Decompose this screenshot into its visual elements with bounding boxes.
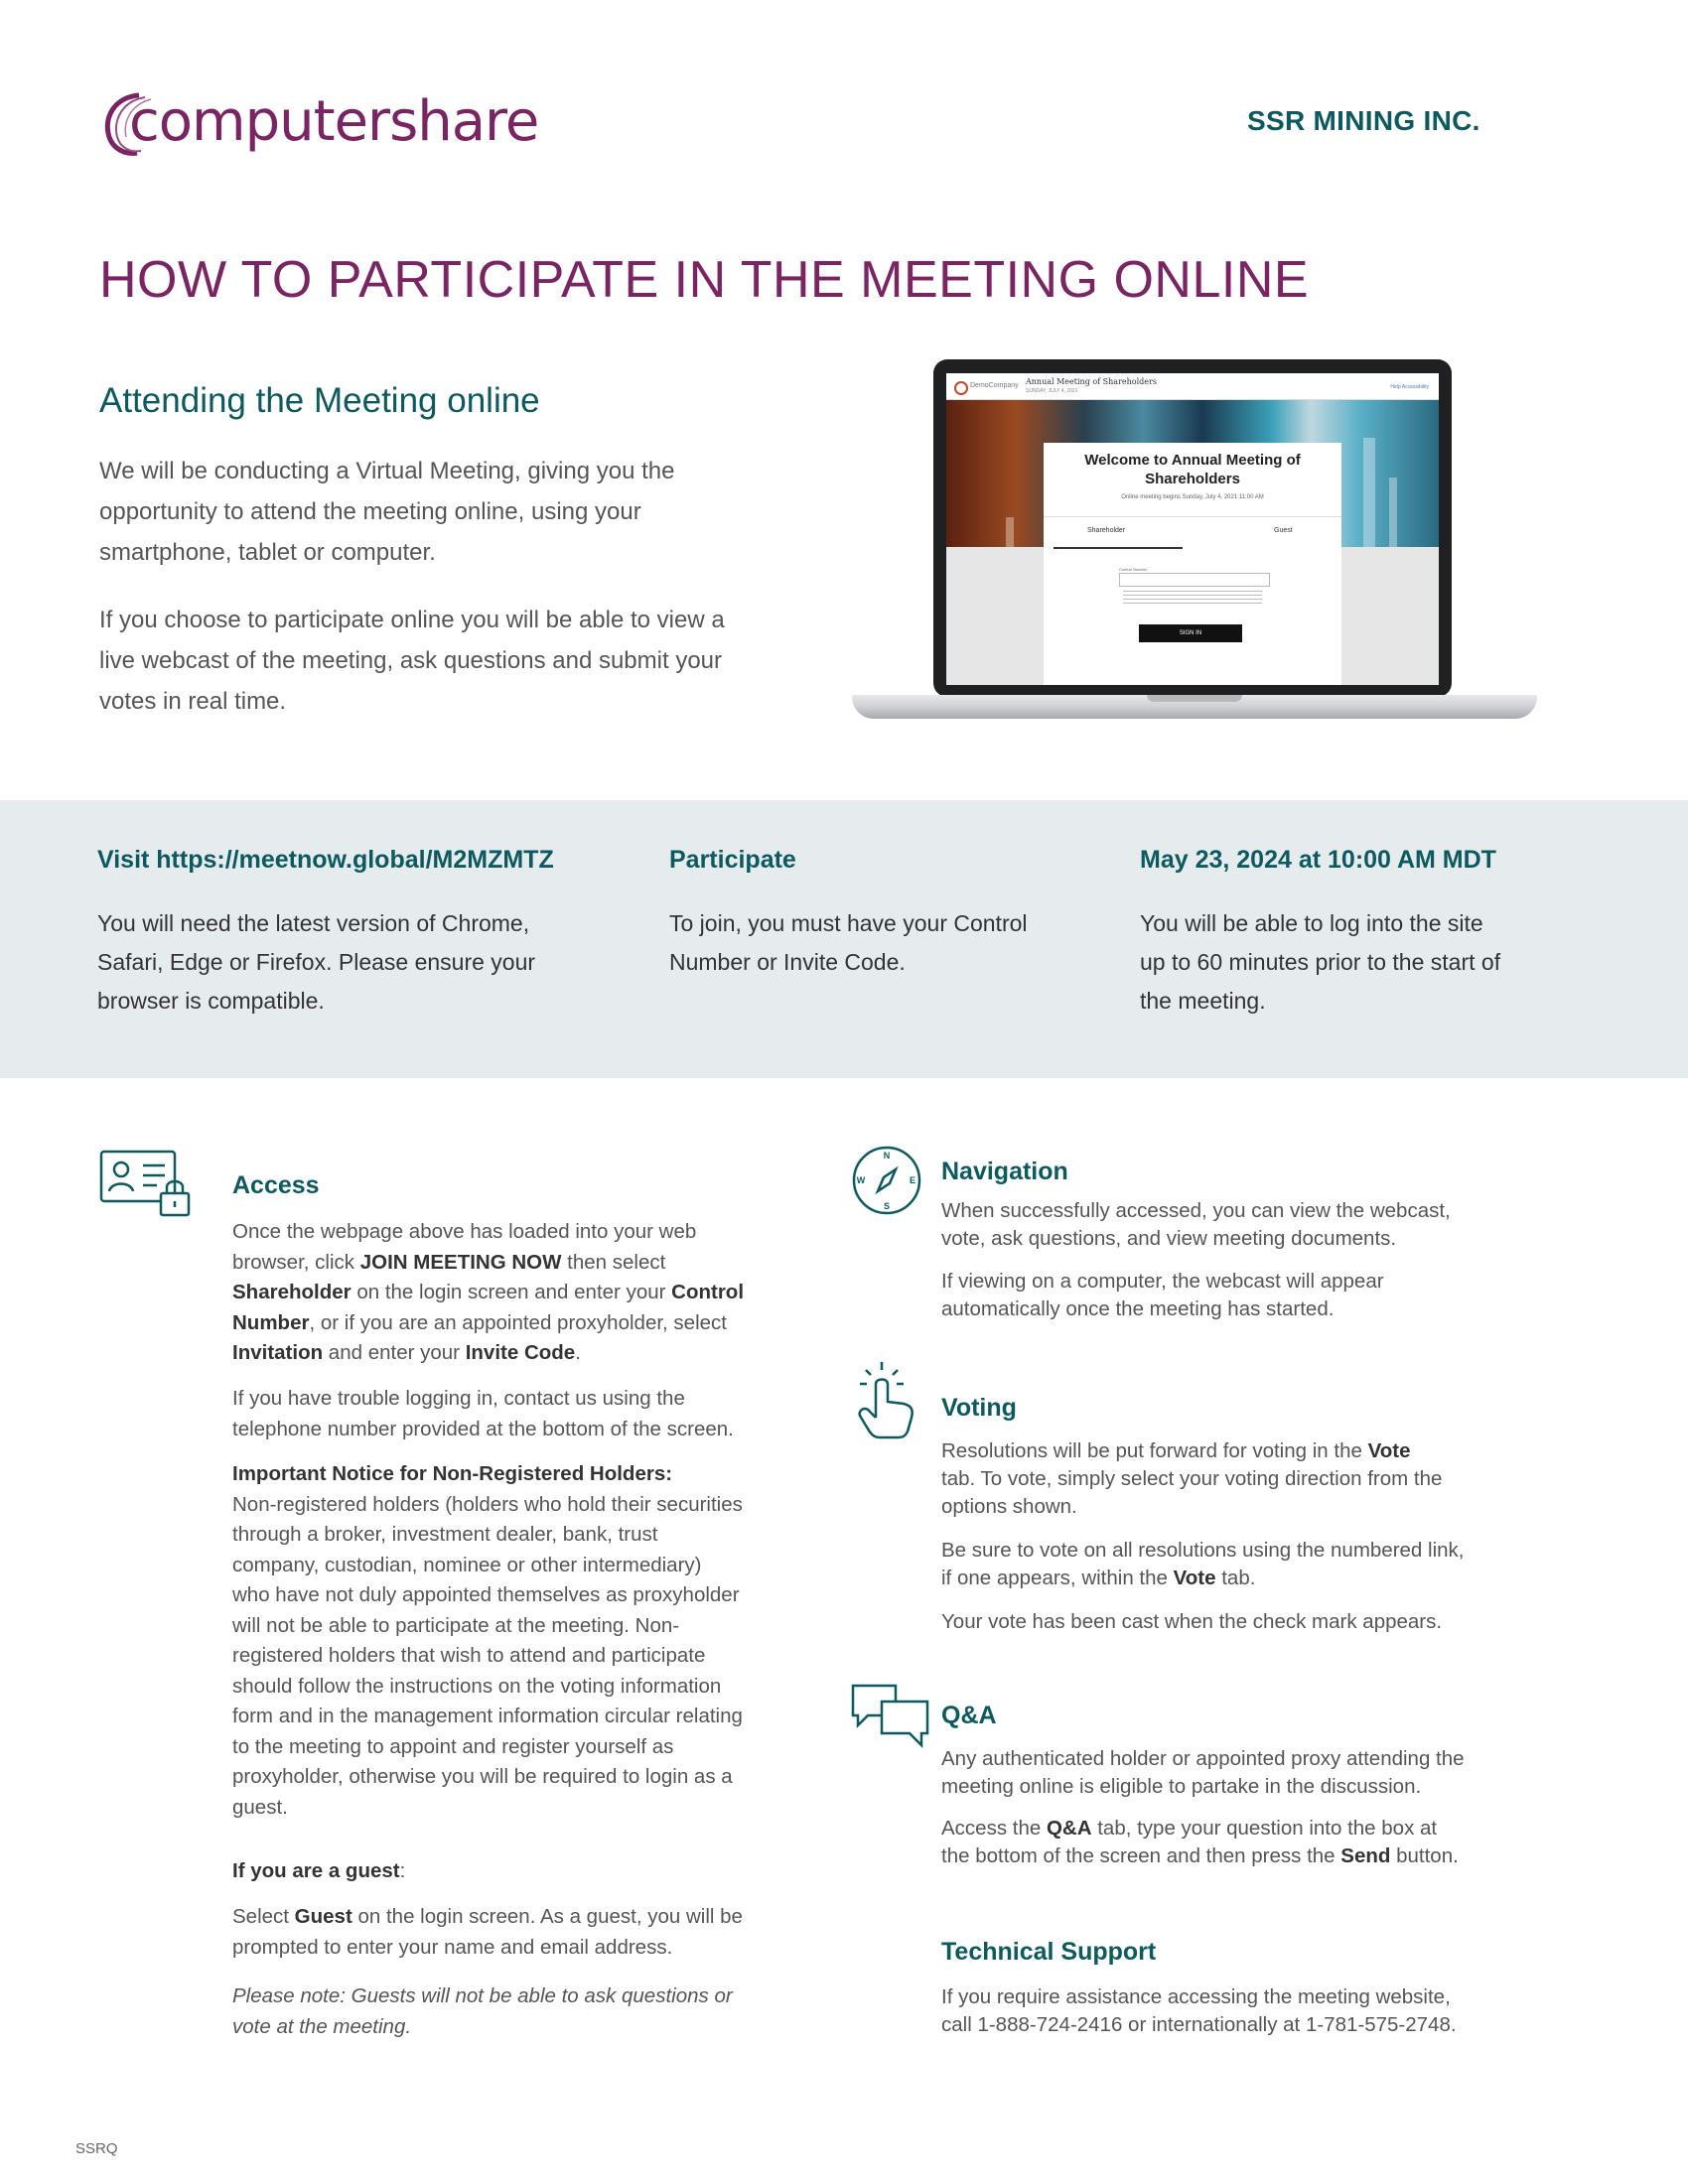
attending-paragraph-1 (99, 451, 774, 573)
login-card (1044, 516, 1341, 685)
qa-paragraph-2 (941, 1815, 1537, 1870)
computershare-logo (99, 85, 539, 165)
text-line: guest. (232, 1795, 288, 1819)
id-card-lock-icon (99, 1148, 195, 1219)
text-line: the bottom of the screen and then press the Send button. (941, 1844, 1459, 1867)
demo-logo-icon (954, 381, 968, 395)
voting-paragraph-1 (941, 1437, 1527, 1521)
text-line: prompted to enter your name and email address. (232, 1935, 673, 1959)
text-line: Please note: Guests will not be able to ask questions or (232, 1984, 733, 2007)
navigation-heading: Navigation (941, 1158, 1068, 1185)
guest-note (232, 1981, 798, 2042)
text-line: through a broker, investment dealer, bank, trust (232, 1523, 658, 1546)
support-paragraph (941, 1983, 1537, 2039)
voting-heading: Voting (941, 1394, 1017, 1422)
navigation-paragraph-2 (941, 1268, 1527, 1323)
text-line: form and in the management information circular relating (232, 1705, 743, 1727)
compass-w: W (856, 1175, 866, 1185)
hero-bar (1389, 478, 1397, 547)
compass-s: S (883, 1201, 891, 1211)
text-line: registered holders that wish to attend and participate (232, 1644, 706, 1667)
text-line: votes in real time. (99, 688, 287, 715)
text-line: up to 60 minutes prior to the start of (1140, 949, 1501, 975)
text-line: If you have trouble logging in, contact us using the (232, 1387, 685, 1410)
screen-header (946, 373, 1439, 400)
welcome-title-line: Shareholders (1145, 471, 1240, 487)
text-line: should follow the instructions on the voting information (232, 1674, 722, 1698)
screen-app-title: Annual Meeting of Shareholders (1026, 377, 1157, 386)
compass-n: N (883, 1151, 891, 1160)
text-line: Number or Invite Code. (669, 949, 906, 975)
text-line: vote at the meeting. (232, 2014, 412, 2038)
text-line: to the meeting to appoint and register yourself as (232, 1734, 674, 1758)
guest-heading: If you are a guest: (232, 1859, 406, 1882)
text-line: call 1-888-724-2416 or internationally at 1-781-575-2748. (941, 2013, 1457, 2036)
text-line: smartphone, tablet or computer. (99, 539, 436, 566)
screen-brand: DemoCompany (970, 382, 1019, 389)
text-line: If you choose to participate online you will be able to view a (99, 607, 725, 633)
text-line: will not be able to participate at the meeting. Non- (232, 1613, 680, 1637)
hero-bar (1006, 517, 1014, 547)
date-text (1140, 904, 1577, 1021)
page-title: HOW TO PARTICIPATE IN THE MEETING ONLINE (99, 251, 1310, 309)
text-line: Once the webpage above has loaded into your web (232, 1220, 697, 1243)
text-line: If you require assistance accessing the meeting website, (941, 1985, 1451, 2008)
text-line: Resolutions will be put forward for voting in the Vote (941, 1439, 1411, 1462)
control-number-field (1119, 573, 1270, 587)
text-line: tab. To vote, simply select your voting direction from the (941, 1467, 1443, 1490)
text-line: vote, ask questions, and view meeting documents. (941, 1227, 1397, 1250)
text-line: meeting online is eligible to partake in the discussion. (941, 1775, 1422, 1798)
navigation-paragraph-1 (941, 1197, 1527, 1253)
access-paragraph-1 (232, 1217, 798, 1369)
text-line: Access the Q&A tab, type your question into the box at (941, 1817, 1438, 1840)
support-heading: Technical Support (941, 1938, 1157, 1966)
screen-links: Help Accessibility (1390, 384, 1429, 390)
text-line: Invitation and enter your Invite Code. (232, 1341, 581, 1364)
notice-heading: Important Notice for Non-Registered Holders: (232, 1462, 673, 1485)
text-line: live webcast of the meeting, ask questions and submit your (99, 647, 722, 674)
qa-heading: Q&A (941, 1702, 997, 1729)
tab-guest: Guest (1274, 527, 1293, 534)
text-line: You will need the latest version of Chrome, (97, 910, 530, 936)
text-line: Be sure to vote on all resolutions using the numbered link, (941, 1539, 1465, 1562)
sign-in-button: SIGN IN (1139, 624, 1242, 642)
text-line: Any authenticated holder or appointed proxy attending the (941, 1747, 1465, 1770)
compass-e: E (909, 1175, 916, 1185)
visit-text (97, 904, 614, 1021)
text-line: proxyholder, otherwise you will be required to login as a (232, 1765, 733, 1788)
active-tab-underline (1054, 547, 1183, 549)
chat-bubbles-icon (850, 1682, 931, 1751)
voting-paragraph-2 (941, 1537, 1527, 1592)
text-line: Safari, Edge or Firefox. Please ensure your (97, 949, 536, 975)
text-line: Shareholder on the login screen and enter your Control (232, 1281, 745, 1303)
company-name: SSR MINING INC. (1247, 105, 1480, 136)
text-line: browser is compatible. (97, 988, 325, 1014)
fine-print (1123, 591, 1262, 605)
welcome-title (1044, 451, 1341, 488)
laptop-notch (1147, 695, 1242, 702)
text-line: Select Guest on the login screen. As a guest, you will be (232, 1905, 743, 1928)
text-line: who have not duly appointed themselves as proxyholder (232, 1583, 740, 1606)
tap-hand-icon (856, 1360, 921, 1439)
welcome-title-line: Welcome to Annual Meeting of (1084, 452, 1301, 469)
access-paragraph-2 (232, 1384, 798, 1444)
text-line: the meeting. (1140, 988, 1266, 1014)
text-line: company, custodian, nominee or other intermediary) (232, 1553, 702, 1576)
voting-paragraph-3: Your vote has been cast when the check mark appears. (941, 1610, 1443, 1633)
welcome-subtitle: Online meeting begins Sunday, July 4, 2021 11:00 AM (1121, 494, 1264, 500)
text-line: Number, or if you are an appointed proxyholder, select (232, 1310, 727, 1334)
non-registered-notice (232, 1459, 798, 1823)
participate-text (669, 904, 1106, 982)
text-line: automatically once the meeting has started. (941, 1297, 1335, 1320)
attending-paragraph-2 (99, 600, 774, 722)
laptop-illustration (852, 357, 1537, 731)
text-line: telephone number provided at the bottom of the screen. (232, 1417, 734, 1440)
hero-bar (1363, 438, 1375, 547)
text-line: If viewing on a computer, the webcast will appear (941, 1270, 1384, 1293)
access-heading: Access (232, 1171, 320, 1199)
qa-paragraph-1 (941, 1745, 1537, 1801)
text-line: Non-registered holders (holders who hold their securities (232, 1492, 743, 1516)
tab-shareholder: Shareholder (1087, 527, 1126, 534)
text-line: if one appears, within the Vote tab. (941, 1567, 1256, 1589)
text-line: When successfully accessed, you can view the webcast, (941, 1199, 1451, 1222)
text-line: We will be conducting a Virtual Meeting, giving you the (99, 458, 675, 484)
text-line: You will be able to log into the site (1140, 910, 1483, 936)
guest-paragraph (232, 1902, 798, 1963)
participate-heading: Participate (669, 846, 796, 874)
control-number-label: Control Number (1119, 567, 1148, 572)
screen-app-date: SUNDAY, JULY 4, 2021 (1026, 388, 1078, 394)
laptop-screen (946, 373, 1439, 685)
visit-heading: Visit https://meetnow.global/M2MZMTZ (97, 846, 554, 874)
attending-heading: Attending the Meeting online (99, 381, 540, 420)
text-line: browser, click JOIN MEETING NOW then select (232, 1250, 666, 1274)
footer-code: SSRQ (75, 2140, 118, 2157)
text-line: options shown. (941, 1495, 1077, 1518)
logo-wordmark: computershare (129, 89, 539, 154)
welcome-card (1044, 443, 1341, 516)
text-line: To join, you must have your Control (669, 910, 1028, 936)
text-line: opportunity to attend the meeting online, using your (99, 498, 641, 525)
date-heading: May 23, 2024 at 10:00 AM MDT (1140, 846, 1496, 874)
compass-icon (850, 1144, 923, 1217)
